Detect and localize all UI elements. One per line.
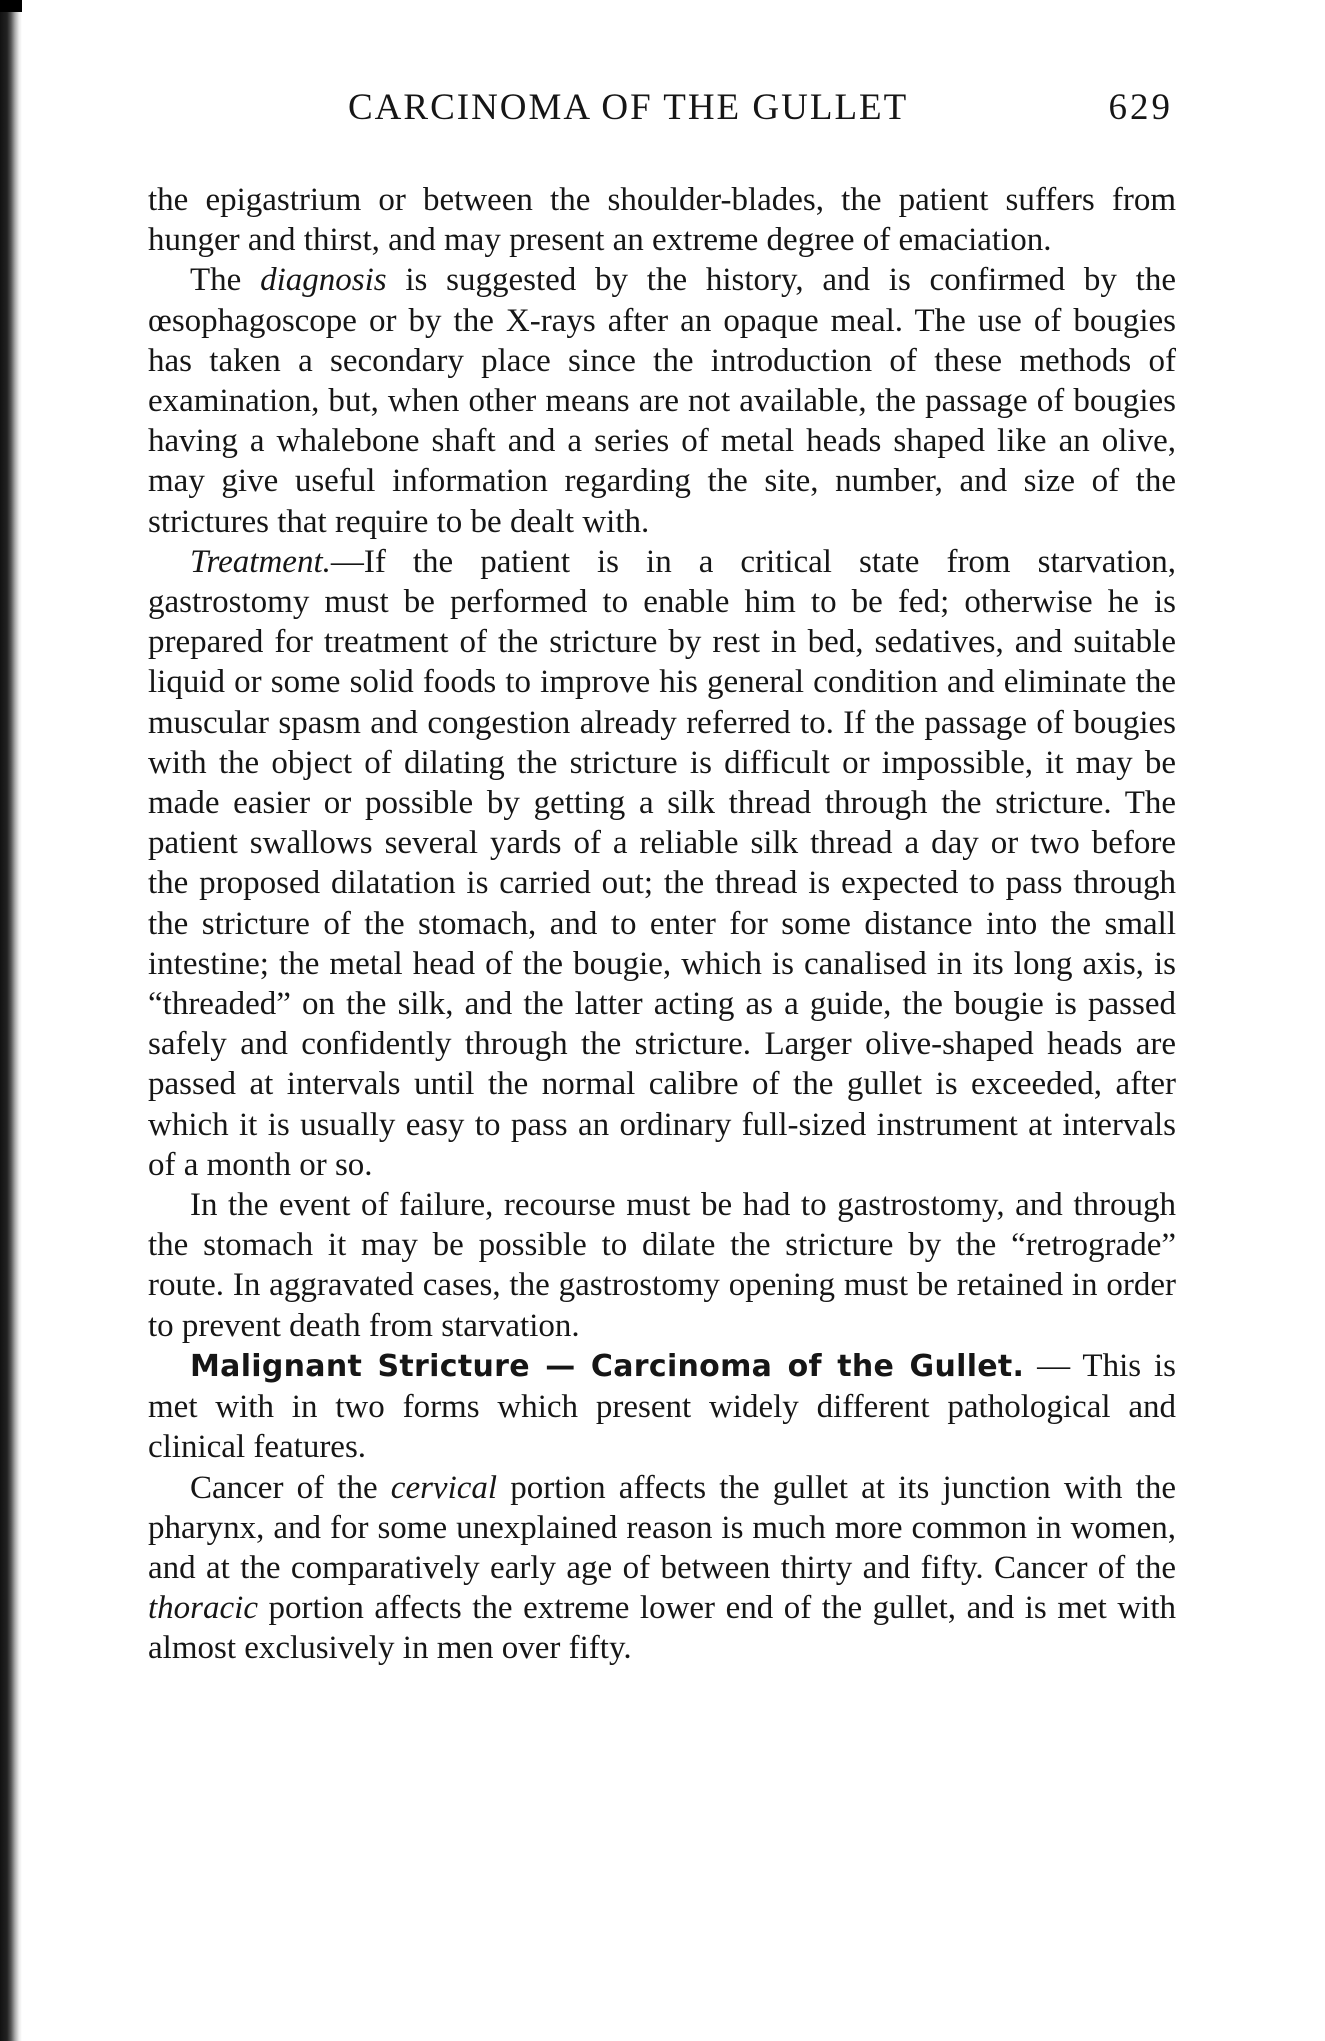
running-title: CARCINOMA OF THE GULLET xyxy=(348,87,909,128)
text-run: portion affects the gullet at its junction with the pharynx, and for some unexplained reason is much more common in women, and at the comparatively early age of between thirty and fifty. Cancer of the xyxy=(148,1469,1176,1586)
italic-term-thoracic: thoracic xyxy=(148,1590,258,1627)
paragraph-treatment xyxy=(148,542,1176,1185)
body-text xyxy=(148,180,1176,1669)
paragraph-diagnosis xyxy=(148,260,1176,541)
text-run: —If the patient is in a critical state from starvation, gastrostomy must be performed to enable him to be fed; otherwise he is prepared for treatment of the stricture by rest in bed, sedatives, and suitable liquid or some solid foods to improve his general condition and eliminate the muscular spasm and congestion already referred to. If the passage of bougies with the object of dilating the stricture is difficult or impossible, it may be made easier or possible by getting a silk thread through the stricture. The patient swallows several yards of a reliable silk thread a day or two before the proposed dilatation is carried out; the thread is expected to pass through the stricture of the stomach, and to enter for some distance into the small intestine; the metal head of the bougie, which is canalised in its long axis, is “threaded” on the silk, and the latter acting as a guide, the bougie is passed safely and confidently through the stricture. Larger olive-shaped heads are passed at intervals until the normal calibre of the gullet is exceeded, after which it is usually easy to pass an ordinary full-sized instrument at intervals of a month or so. xyxy=(148,543,1176,1183)
italic-term-cervical: cervical xyxy=(390,1469,498,1506)
paragraph-malignant-stricture xyxy=(148,1346,1176,1468)
text-run: is suggested by the history, and is confirmed by the œsophagoscope or by the X-rays after an opaque meal. The use of bougies has taken a secondary place since the introduction of these methods of examination, but, when other means are not available, the passage of bougies having a whalebone shaft and a series of metal heads shaped like an olive, may give useful information regarding the site, number, and size of the strictures that require to be dealt with. xyxy=(148,262,1176,540)
text-run: Cancer of the xyxy=(190,1469,391,1506)
text-run: portion affects the extreme lower end of the gullet, and is met with almost exclusively in men over fifty. xyxy=(148,1590,1176,1667)
paragraph-continuation xyxy=(148,180,1176,260)
text-run: In the event of failure, recourse must be had to gastrostomy, and through the stomach it may be possible to dilate the stricture by the “retrograde” route. In aggravated cases, the gastrostomy opening must be retained in order to prevent death from starvation. xyxy=(148,1187,1176,1344)
italic-heading-treatment: Treatment. xyxy=(190,543,331,580)
paragraph-cancer-forms xyxy=(148,1468,1176,1669)
page-number: 629 xyxy=(1108,87,1173,128)
running-head xyxy=(0,84,1325,144)
section-heading-malignant-stricture: Malignant Stricture — Carcinoma of the Gullet. xyxy=(190,1348,1025,1384)
text-run: The xyxy=(190,262,261,299)
italic-term-diagnosis: diagnosis xyxy=(260,262,387,299)
binding-edge xyxy=(0,0,22,2041)
text-run: — This is met with in two forms which present widely different pathological and clinical features. xyxy=(148,1347,1176,1466)
paragraph-failure xyxy=(148,1185,1176,1346)
binding-corner xyxy=(0,0,22,12)
text-run: the epigastrium or between the shoulder-blades, the patient suffers from hunger and thirst, and may present an extreme degree of emaciation. xyxy=(148,182,1176,259)
